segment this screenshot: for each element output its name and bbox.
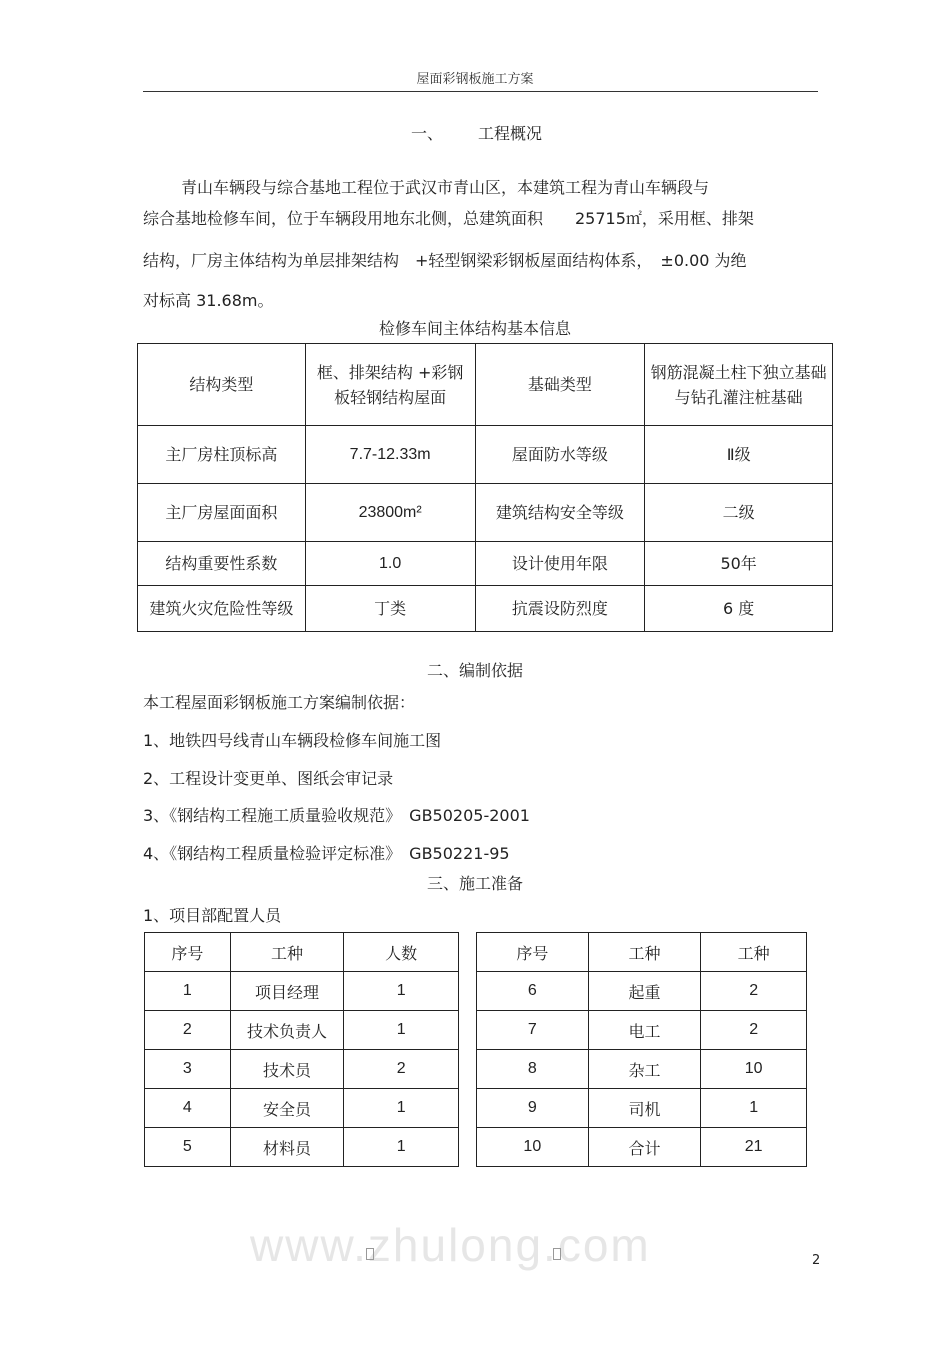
table-row [477, 1128, 807, 1167]
table-cell: 5 [145, 1128, 231, 1167]
table-row [138, 586, 833, 632]
table-cell: 2 [344, 1050, 459, 1089]
table-row [145, 1089, 459, 1128]
table-cell: 结构类型 [138, 344, 306, 426]
table-cell: 10 [701, 1050, 807, 1089]
table-row [138, 344, 833, 426]
table-header-row [477, 933, 807, 972]
table-cell: 技术员 [230, 1050, 344, 1089]
table-cell: 1.0 [305, 542, 475, 586]
table-cell: Ⅱ级 [645, 426, 833, 484]
page-number: 2 [812, 1253, 821, 1268]
section1-line-1: 青山车辆段与综合基地工程位于武汉市青山区，本建筑工程为青山车辆段与 [181, 178, 710, 197]
table-row [477, 1011, 807, 1050]
table-cell: 50年 [645, 542, 833, 586]
table-cell: 钢筋混凝土柱下独立基础与钻孔灌注桩基础 [645, 344, 833, 426]
table-cell: 6 度 [645, 586, 833, 632]
table-cell: 结构重要性系数 [138, 542, 306, 586]
table-cell: 安全员 [230, 1089, 344, 1128]
table-cell: 1 [344, 972, 459, 1011]
table-cell: 建筑结构安全等级 [475, 484, 645, 542]
table-row [145, 1128, 459, 1167]
table-cell: 项目经理 [230, 972, 344, 1011]
structure-info-table [137, 343, 833, 632]
table-cell: 7.7-12.33m [305, 426, 475, 484]
table-cell: 主厂房屋面面积 [138, 484, 306, 542]
section1-line-4: 对标高 31.68m。 [143, 291, 274, 310]
table-cell: 屋面防水等级 [475, 426, 645, 484]
table-cell: 建筑火灾危险性等级 [138, 586, 306, 632]
table-cell: 2 [701, 972, 807, 1011]
table-cell: 8 [477, 1050, 589, 1089]
page-marker-icon [366, 1248, 374, 1260]
column-header: 人数 [344, 933, 459, 972]
column-header: 工种 [701, 933, 807, 972]
table-cell: 23800m² [305, 484, 475, 542]
table-row [477, 1050, 807, 1089]
section1-line-3: 结构，厂房主体结构为单层排架结构 +轻型钢梁彩钢板屋面结构体系， ±0.00 为绝 [143, 251, 747, 270]
column-header: 序号 [477, 933, 589, 972]
table-header-row [145, 933, 459, 972]
table-cell: 主厂房柱顶标高 [138, 426, 306, 484]
table-cell: 6 [477, 972, 589, 1011]
basis-item: 3、《钢结构工程施工质量验收规范》 GB50205-2001 [143, 806, 530, 825]
table-cell: 1 [344, 1011, 459, 1050]
column-header: 序号 [145, 933, 231, 972]
table-cell: 1 [344, 1089, 459, 1128]
column-header: 工种 [230, 933, 344, 972]
table-cell: 4 [145, 1089, 231, 1128]
table-cell: 9 [477, 1089, 589, 1128]
table-row [477, 972, 807, 1011]
table-row [145, 1011, 459, 1050]
page-header-title: 屋面彩钢板施工方案 [416, 72, 534, 87]
table-row [145, 1050, 459, 1089]
watermark: www.zhulong.com [250, 1219, 651, 1271]
table-cell: 21 [701, 1128, 807, 1167]
table-cell: 3 [145, 1050, 231, 1089]
page-marker-icon [553, 1248, 561, 1260]
section1-line-2: 综合基地检修车间，位于车辆段用地东北侧，总建筑面积 25715㎡，采用框、排架 [143, 209, 754, 228]
table-cell: 二级 [645, 484, 833, 542]
table-cell: 1 [344, 1128, 459, 1167]
table-cell: 杂工 [588, 1050, 701, 1089]
table-cell: 1 [145, 972, 231, 1011]
table-cell: 丁类 [305, 586, 475, 632]
table-row [477, 1089, 807, 1128]
basis-item: 1、地铁四号线青山车辆段检修车间施工图 [143, 731, 442, 750]
basis-item: 4、《钢结构工程质量检验评定标准》 GB50221-95 [143, 844, 510, 863]
basis-item: 2、工程设计变更单、图纸会审记录 [143, 769, 394, 788]
table-row [138, 484, 833, 542]
table-cell: 框、排架结构 +彩钢板轻钢结构屋面 [305, 344, 475, 426]
table-row [138, 426, 833, 484]
table-cell: 技术负责人 [230, 1011, 344, 1050]
table-cell: 抗震设防烈度 [475, 586, 645, 632]
table-cell: 7 [477, 1011, 589, 1050]
section3-heading: 三、施工准备 [426, 874, 523, 893]
table-cell: 材料员 [230, 1128, 344, 1167]
table-cell: 合计 [588, 1128, 701, 1167]
section2-heading: 二、编制依据 [426, 661, 523, 680]
table-cell: 设计使用年限 [475, 542, 645, 586]
table-cell: 起重 [588, 972, 701, 1011]
table-cell: 10 [477, 1128, 589, 1167]
table-cell: 2 [145, 1011, 231, 1050]
staff-table-right [476, 932, 807, 1167]
table-cell: 司机 [588, 1089, 701, 1128]
table-cell: 电工 [588, 1011, 701, 1050]
table-cell: 1 [701, 1089, 807, 1128]
column-header: 工种 [588, 933, 701, 972]
table1-caption: 检修车间主体结构基本信息 [378, 319, 571, 338]
table-cell: 2 [701, 1011, 807, 1050]
header-divider [143, 91, 818, 92]
table-row [138, 542, 833, 586]
table-cell: 基础类型 [475, 344, 645, 426]
section1-heading: 工程概况 [478, 124, 543, 143]
section3-sub1: 1、项目部配置人员 [143, 906, 282, 925]
section2-intro: 本工程屋面彩钢板施工方案编制依据： [143, 693, 416, 712]
staff-table-left [144, 932, 459, 1167]
section1-heading-number: 一、 [411, 124, 444, 143]
table-row [145, 972, 459, 1011]
